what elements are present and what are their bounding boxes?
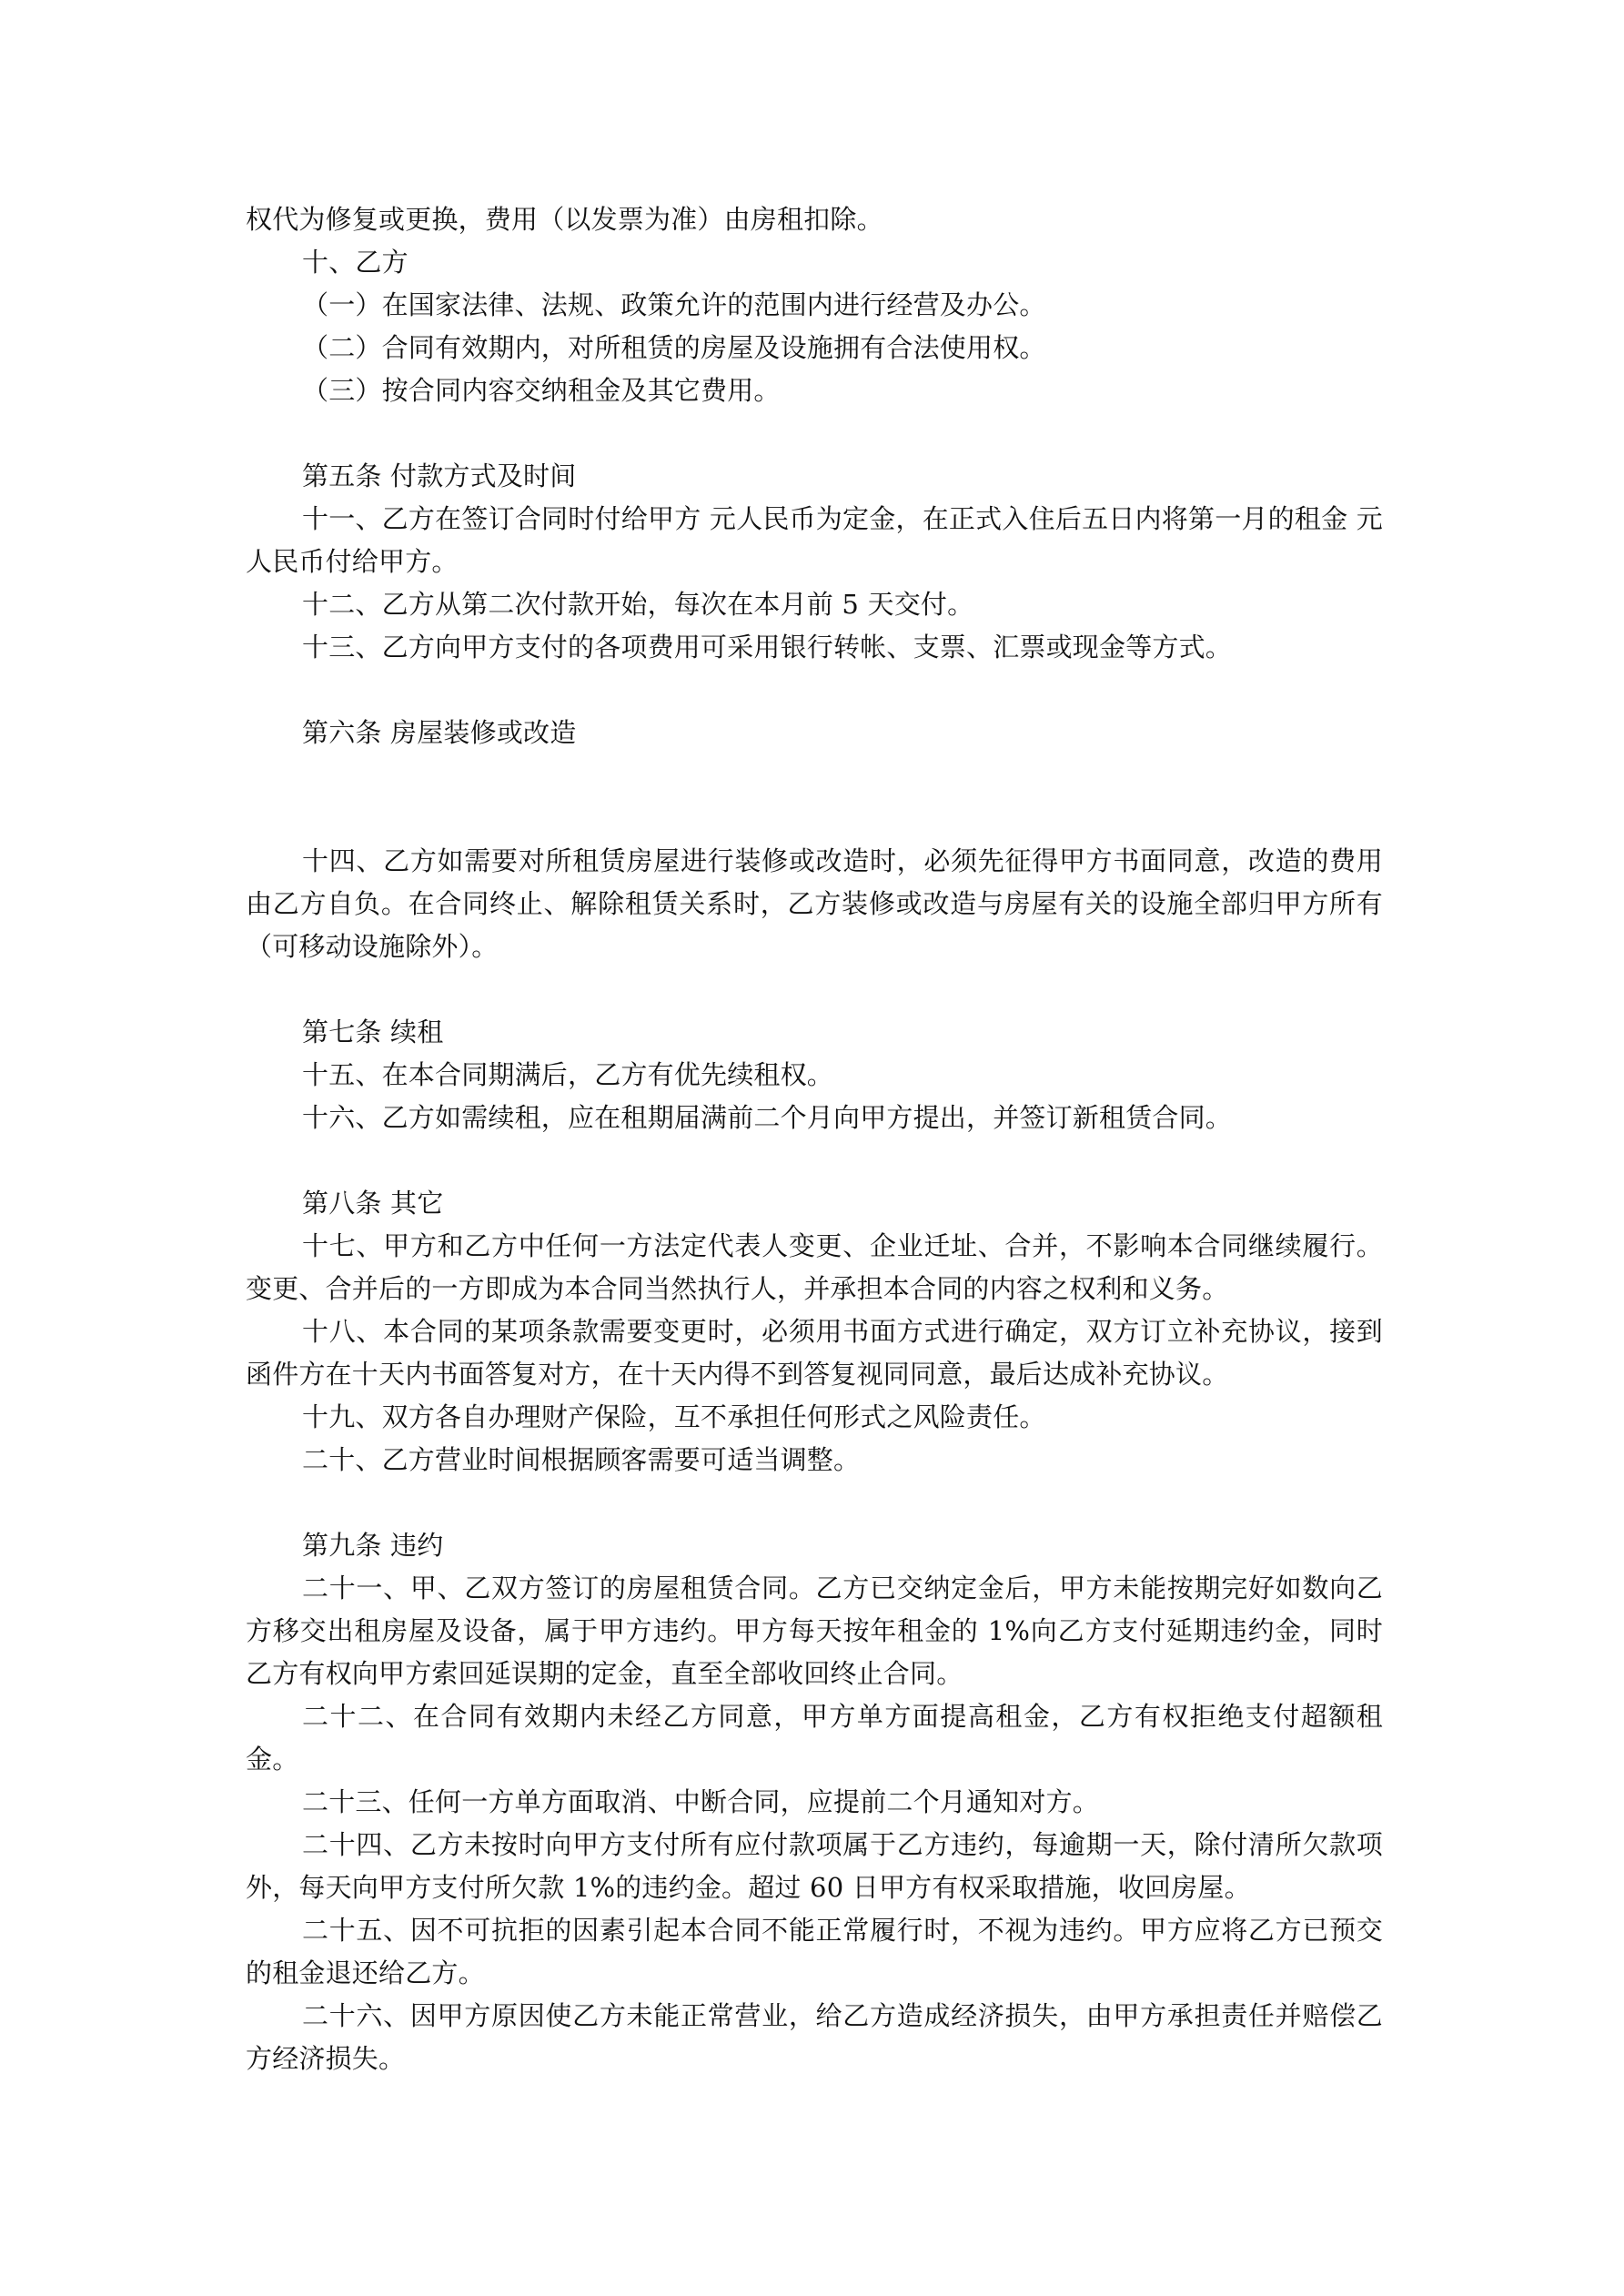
sub-clause: （三）按合同内容交纳租金及其它费用。 — [302, 375, 781, 406]
clause-paragraph: 十七、甲方和乙方中任何一方法定代表人变更、企业迁址、合并，不影响本合同继续履行。变更、合并后的一方即成为本合同当然执行人，并承担本合同的内容之权利和义务。 — [246, 1230, 1383, 1304]
clause-paragraph: 二十三、任何一方单方面取消、中断合同，应提前二个月通知对方。 — [302, 1786, 1100, 1817]
sub-clause: （一）在国家法律、法规、政策允许的范围内进行经营及办公。 — [302, 289, 1046, 320]
section-spacer — [246, 968, 1383, 1011]
clause-paragraph: 二十五、因不可抗拒的因素引起本合同不能正常履行时，不视为违约。甲方应将乙方已预交的租金退还给乙方。 — [246, 1915, 1383, 1988]
article-heading: 第九条 违约 — [302, 1530, 444, 1561]
clause-paragraph: 二十一、甲、乙双方签订的房屋租赁合同。乙方已交纳定金后，甲方未能按期完好如数向乙方移交出租房屋及设备，属于甲方违约。甲方每天按年租金的 1%向乙方支付延期违约金，同时乙方有权向甲方索回延误期的定金，直至全部收回终止合同。 — [246, 1573, 1383, 1689]
article-heading: 第七条 续租 — [302, 1017, 444, 1047]
clause-paragraph: 十八、本合同的某项条款需要变更时，必须用书面方式进行确定，双方订立补充协议，接到函件方在十天内书面答复对方，在十天内得不到答复视同同意，最后达成补充协议。 — [246, 1316, 1383, 1390]
clause-paragraph: 十九、双方各自办理财产保险，互不承担任何形式之风险责任。 — [302, 1401, 1046, 1432]
clause-paragraph: 十、乙方 — [302, 247, 409, 278]
paragraph-continuation: 权代为修复或更换，费用（以发票为准）由房租扣除。 — [246, 204, 883, 235]
article-heading: 第八条 其它 — [302, 1188, 444, 1219]
article-heading: 第五条 付款方式及时间 — [302, 460, 577, 491]
article-heading: 第六条 房屋装修或改造 — [302, 717, 577, 748]
clause-paragraph: 十四、乙方如需要对所租赁房屋进行装修或改造时，必须先征得甲方书面同意，改造的费用由乙方自负。在合同终止、解除租赁关系时，乙方装修或改造与房屋有关的设施全部归甲方所有（可移动设施除外）。 — [246, 845, 1383, 962]
clause-paragraph: 十五、在本合同期满后，乙方有优先续租权。 — [302, 1059, 834, 1090]
clause-paragraph: 二十二、在合同有效期内未经乙方同意，甲方单方面提高租金，乙方有权拒绝支付超额租金。 — [246, 1701, 1383, 1775]
clause-paragraph: 二十四、乙方未按时向甲方支付所有应付款项属于乙方违约，每逾期一天，除付清所欠款项外，每天向甲方支付所欠款 1%的违约金。超过 60 日甲方有权采取措施，收回房屋。 — [246, 1829, 1383, 1903]
clause-paragraph: 十一、乙方在签订合同时付给甲方 元人民币为定金，在正式入住后五日内将第一月的租金 元人民币付给甲方。 — [246, 503, 1383, 577]
clause-paragraph: 十三、乙方向甲方支付的各项费用可采用银行转帐、支票、汇票或现金等方式。 — [302, 632, 1233, 663]
clause-paragraph: 十二、乙方从第二次付款开始，每次在本月前 5 天交付。 — [302, 589, 974, 620]
clause-paragraph: 十六、乙方如需续租，应在租期届满前二个月向甲方提出，并签订新租赁合同。 — [302, 1102, 1233, 1133]
section-spacer — [246, 669, 1383, 712]
sub-clause: （二）合同有效期内，对所租赁的房屋及设施拥有合法使用权。 — [302, 332, 1046, 363]
section-spacer — [246, 1482, 1383, 1524]
section-spacer — [246, 754, 1383, 840]
section-spacer — [246, 1139, 1383, 1182]
document-body — [246, 198, 1383, 2080]
clause-paragraph: 二十、乙方营业时间根据顾客需要可适当调整。 — [302, 1444, 861, 1475]
section-spacer — [246, 412, 1383, 455]
clause-paragraph: 二十六、因甲方原因使乙方未能正常营业，给乙方造成经济损失，由甲方承担责任并赔偿乙方经济损失。 — [246, 2000, 1383, 2074]
